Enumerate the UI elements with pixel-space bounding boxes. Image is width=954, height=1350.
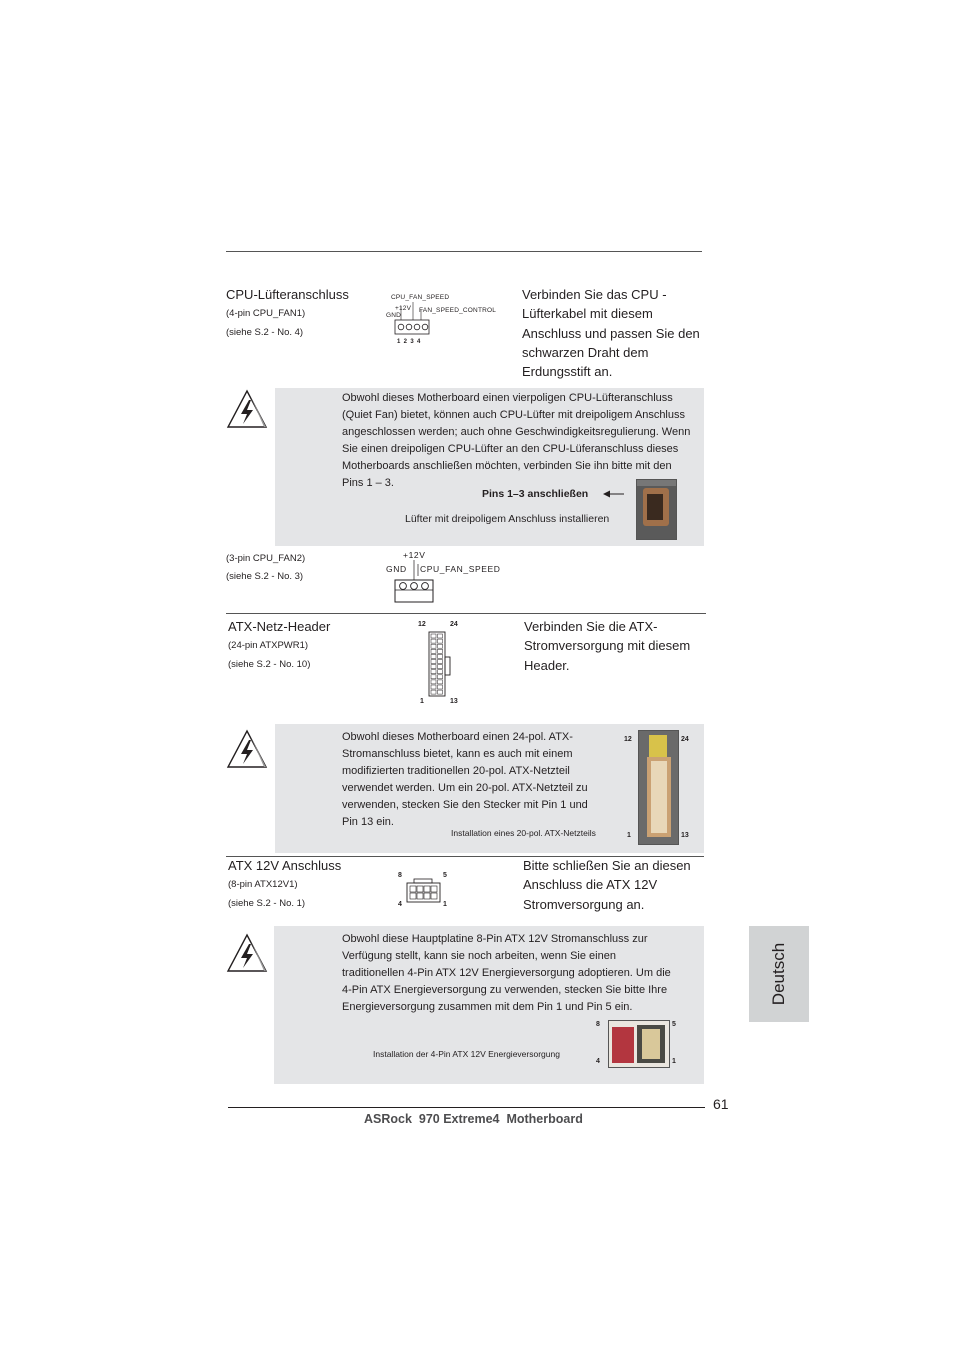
- pins-label: Pins 1–3 anschließen: [482, 488, 589, 500]
- note1-caption: Lüfter mit dreipoligem Anschluss installieren: [405, 513, 610, 525]
- note-line: Obwohl dieses Motherboard einen 24-pol. ATX-: [342, 731, 573, 743]
- note-box-cpu-fan: [275, 388, 704, 546]
- warning-icon: [226, 933, 268, 973]
- fan2-connector-shape: [392, 560, 436, 606]
- desc-line: Erdungsstift an.: [522, 364, 613, 380]
- note-line: Motherboards anschließen möchten, verbinden Sie ihn bitte mit den: [342, 460, 672, 472]
- atx-pin-cell: [438, 675, 443, 679]
- atx12v-pin-1: 1: [443, 901, 447, 908]
- note-line: Verfügung stellt, kann sie noch arbeiten, wenn Sie einen: [342, 950, 616, 962]
- note-line: (Quiet Fan) bietet, können auch CPU-Lüfter mit dreipoligem Anschluss: [342, 409, 685, 421]
- note-line: verwenden, stecken Sie den Stecker mit Pin 1 und: [342, 799, 588, 811]
- desc-line: Verbinden Sie das CPU -: [522, 287, 667, 302]
- atx-pin-cell: [438, 670, 443, 674]
- note3-pin-4: 4: [596, 1058, 600, 1065]
- atx-pin-cell: [438, 690, 443, 694]
- note-line: Obwohl diese Hauptplatine 8-Pin ATX 12V Stromanschluss zur: [342, 933, 648, 945]
- atx12v-diagram: [394, 869, 454, 913]
- atx-pin-cell: [431, 634, 436, 638]
- divider-atx: [226, 613, 706, 614]
- atx-pin-cell: [438, 680, 443, 684]
- cpu-fan-sub1: (4-pin CPU_FAN1): [226, 308, 306, 319]
- desc-line: Stromversorgung an.: [523, 896, 645, 912]
- atx24-diagram: [412, 618, 472, 710]
- atx-pin-12: 12: [418, 621, 426, 628]
- atx-sub2: (siehe S.2 - No. 10): [228, 659, 311, 670]
- atx-pin-cell: [431, 649, 436, 653]
- fan1-connector-shape: [393, 302, 433, 338]
- note2-pin-12: 12: [624, 736, 632, 743]
- language-tab-label: Deutsch: [769, 942, 788, 1006]
- atx-pin-cell: [431, 685, 436, 689]
- atx-pin-cell: [431, 680, 436, 684]
- atx12v-title: ATX 12V Anschluss: [228, 858, 342, 873]
- fan-connector-photo: [636, 479, 677, 540]
- desc-line: Header.: [524, 657, 570, 673]
- note2-pin-13: 13: [681, 832, 689, 839]
- diag-label-12v: +12V: [395, 305, 412, 312]
- atx-sub1: (24-pin ATXPWR1): [228, 640, 309, 651]
- atx12v-install-photo: [608, 1020, 670, 1068]
- atx-pin-cell: [431, 665, 436, 669]
- note3-text: [342, 931, 702, 1016]
- atx-pin-cell: [438, 634, 443, 638]
- atx20-install-photo: [638, 730, 679, 845]
- arrow-left-icon: [603, 490, 625, 498]
- atx12v-connector-shape: [406, 878, 442, 904]
- fan1-pin-numbers: 1 2 3 4: [397, 339, 421, 345]
- atx-pin-1: 1: [420, 698, 424, 705]
- atx24-connector-shape: [428, 631, 452, 697]
- atx-pin-cell: [438, 639, 443, 643]
- atx-pin-cell: [431, 639, 436, 643]
- note3-pin-1: 1: [672, 1058, 676, 1065]
- note-line: traditionellen 4-Pin ATX 12V Energieversorgung adoptieren. Um die: [342, 967, 671, 979]
- fan2-label-12v: +12V: [403, 550, 426, 560]
- cpu-fan2-diagram: [384, 548, 514, 608]
- note2-pin-1: 1: [627, 832, 631, 839]
- atx12v-sub2: (siehe S.2 - No. 1): [228, 898, 306, 909]
- desc-line: Bitte schließen Sie an diesen: [523, 858, 691, 873]
- atx12v-pin-5: 5: [443, 872, 447, 879]
- atx-pin-cell: [431, 644, 436, 648]
- note-box-atx: [275, 724, 704, 853]
- note-line: Pins 1 – 3.: [342, 477, 394, 489]
- footer-rule: [228, 1107, 705, 1108]
- fan2-label-speed: CPU_FAN_SPEED: [420, 564, 501, 574]
- atx-description: [524, 617, 690, 675]
- atx-pin-cell: [438, 644, 443, 648]
- page-number: 61: [713, 1096, 729, 1112]
- atx-pin-cell: [438, 660, 443, 664]
- cpu-fan1-diagram: [385, 292, 505, 350]
- note3-caption: Installation der 4-Pin ATX 12V Energieversorgung: [373, 1049, 560, 1059]
- diag-label-gnd: GND: [386, 312, 402, 319]
- atx-pin-cell: [438, 665, 443, 669]
- top-rule: [226, 251, 702, 252]
- note-line: Energieversorgung zusammen mit dem Pin 1 und Pin 5 ein.: [342, 1001, 633, 1013]
- note-line: Obwohl dieses Motherboard einen vierpoligen CPU-Lüfteranschluss: [342, 392, 673, 404]
- atx-pin-cell: [431, 690, 436, 694]
- note-line: Sie einen dreipoligen CPU-Lüfter an den CPU-Lüferanschluss dieses: [342, 443, 679, 455]
- desc-line: Anschluss und passen Sie den: [522, 325, 700, 341]
- warning-icon: [226, 729, 268, 769]
- footer-product: ASRock 970 Extreme4 Motherboard: [364, 1112, 583, 1126]
- atx12v-description: [523, 856, 691, 914]
- note-line: verwendet werden. Um ein 20-pol. ATX-Netzteil zu: [342, 782, 588, 794]
- desc-line: Verbinden Sie die ATX-: [524, 619, 658, 634]
- note2-text: [342, 729, 612, 831]
- warning-icon: [226, 389, 268, 429]
- atx-pin-cell: [438, 685, 443, 689]
- language-tab: [749, 926, 809, 1022]
- atx12v-sub1: (8-pin ATX12V1): [228, 879, 298, 890]
- atx-pin-cell: [431, 670, 436, 674]
- diag-label-ctrl: FAN_SPEED_CONTROL: [419, 307, 497, 314]
- note2-caption: Installation eines 20-pol. ATX-Netzteils: [451, 828, 596, 838]
- desc-line: Lüfterkabel mit diesem: [522, 306, 653, 322]
- atx-pin-cell: [431, 660, 436, 664]
- atx-pin-cell: [438, 654, 443, 658]
- atx-pin-cell: [431, 675, 436, 679]
- note-line: Stromanschluss bietet, kann es auch mit einem: [342, 748, 573, 760]
- cpu-fan-description: [522, 285, 700, 381]
- cpu-fan2-sub2: (siehe S.2 - No. 3): [226, 571, 304, 582]
- note-box-atx12v: [274, 926, 704, 1084]
- fan2-label-gnd: GND: [386, 564, 407, 574]
- atx-pin-cell: [431, 654, 436, 658]
- note3-pin-8: 8: [596, 1021, 600, 1028]
- desc-line: schwarzen Draht dem: [522, 344, 649, 360]
- desc-line: Stromversorgung mit diesem: [524, 638, 691, 654]
- note3-pin-5: 5: [672, 1021, 676, 1028]
- cpu-fan-title: CPU-Lüfteranschluss: [226, 287, 349, 302]
- cpu-fan2-sub1: (3-pin CPU_FAN2): [226, 553, 306, 564]
- desc-line: Anschluss die ATX 12V: [523, 877, 658, 893]
- note2-pin-24: 24: [681, 736, 689, 743]
- note-line: angeschlossen werden; auch ohne Geschwindigkeitsregulierung. Wenn: [342, 426, 691, 438]
- note-line: Pin 13 ein.: [342, 816, 394, 828]
- note1-text: [342, 390, 704, 492]
- diag-label-speed: CPU_FAN_SPEED: [391, 294, 450, 301]
- atx-pin-cell: [438, 649, 443, 653]
- atx12v-pin-4: 4: [398, 901, 402, 908]
- note-line: modifizierten traditionellen 20-pol. ATX-Netzteil: [342, 765, 570, 777]
- atx-title: ATX-Netz-Header: [228, 619, 331, 634]
- atx-pin-13: 13: [450, 698, 458, 705]
- cpu-fan-sub2: (siehe S.2 - No. 4): [226, 327, 304, 338]
- atx12v-pin-8: 8: [398, 872, 402, 879]
- note-line: 4-Pin ATX Energieversorgung zu verwenden, stecken Sie bitte Ihre: [342, 984, 668, 996]
- atx-pin-24: 24: [450, 621, 458, 628]
